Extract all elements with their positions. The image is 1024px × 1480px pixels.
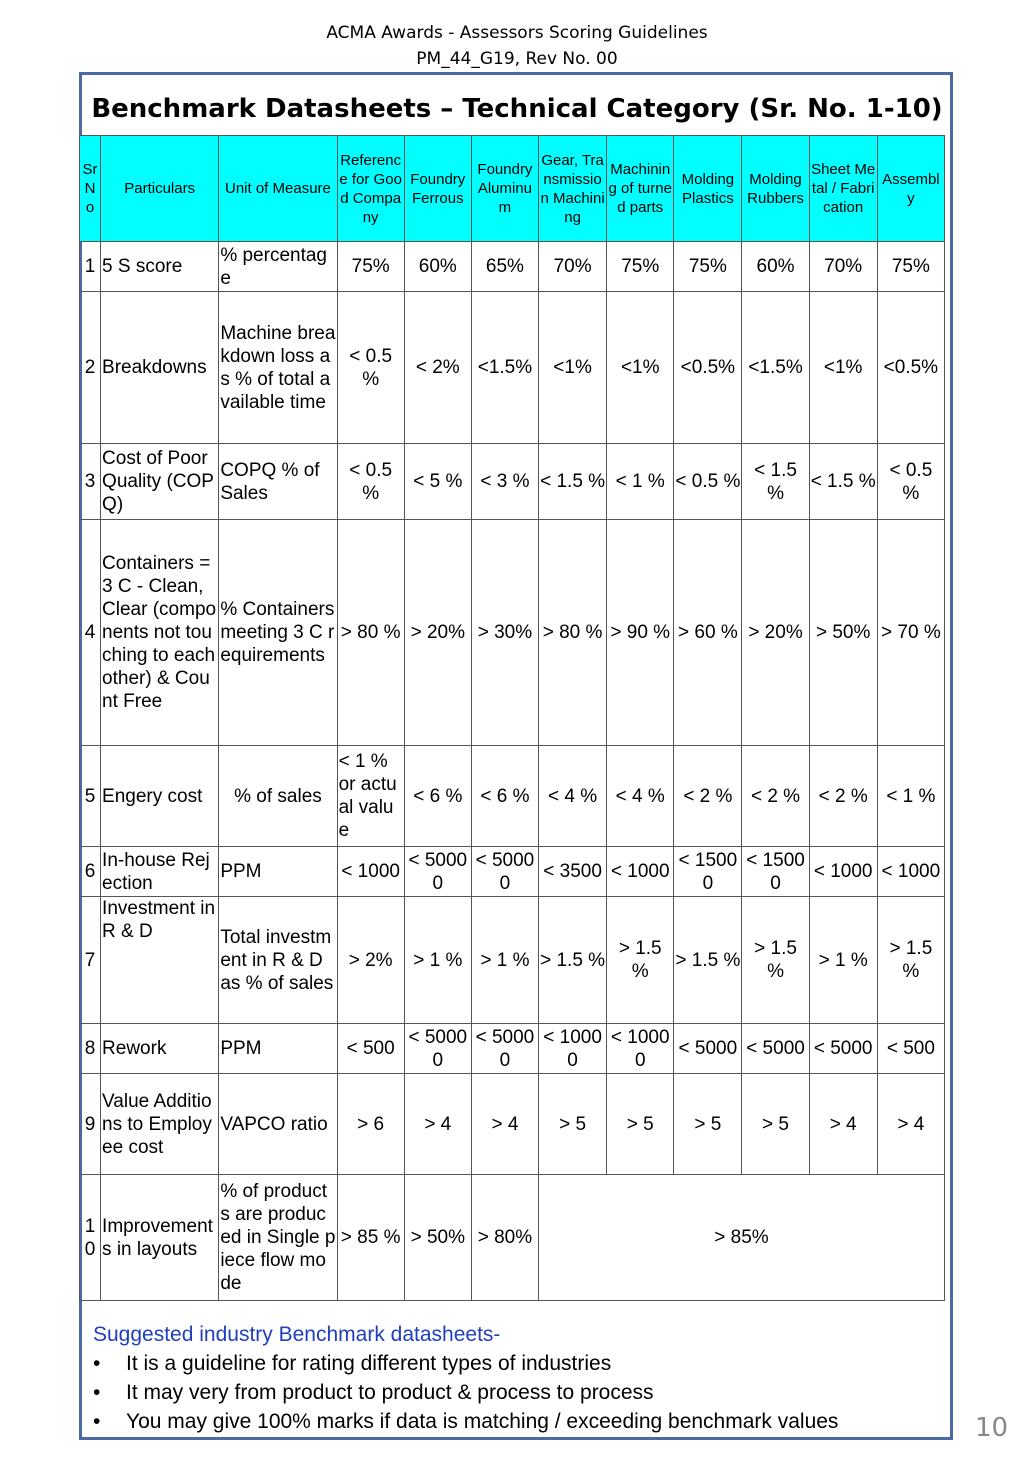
- value-cell: > 1.5 %: [674, 897, 742, 1024]
- value-cell: > 1.5 %: [877, 897, 944, 1024]
- value-cell: 75%: [674, 242, 742, 292]
- value-cell: > 1.5 %: [742, 897, 809, 1024]
- value-cell: <1%: [809, 292, 877, 444]
- list-item: [93, 1349, 933, 1378]
- column-header: Sheet Metal / Fabrication: [809, 136, 877, 242]
- value-cell: < 0.5 %: [337, 444, 404, 520]
- notes-list: [93, 1349, 933, 1436]
- table-row: [80, 1024, 945, 1074]
- value-cell: > 1 %: [809, 897, 877, 1024]
- particulars-cell: Containers = 3 C - Clean, Clear (components not touching to each other) & Count Free: [101, 520, 219, 746]
- unit-cell: % percentage: [219, 242, 337, 292]
- value-cell: 75%: [337, 242, 404, 292]
- page-number: 10: [975, 1413, 1009, 1443]
- particulars-cell: Rework: [101, 1024, 219, 1074]
- sr-no-cell: 2: [80, 292, 101, 444]
- header-line-2: PM_44_G19, Rev No. 00: [416, 49, 618, 69]
- value-cell: < 1000: [877, 847, 944, 897]
- value-cell: < 50000: [471, 847, 538, 897]
- sr-no-cell: 4: [80, 520, 101, 746]
- value-cell: > 5: [674, 1074, 742, 1175]
- table-row: [80, 1175, 945, 1301]
- value-cell: <1%: [539, 292, 607, 444]
- value-cell: > 60 %: [674, 520, 742, 746]
- value-cell: 60%: [404, 242, 471, 292]
- column-header: Reference for Good Company: [337, 136, 404, 242]
- value-cell: > 80 %: [337, 520, 404, 746]
- value-cell: > 6: [337, 1074, 404, 1175]
- value-cell: > 30%: [471, 520, 538, 746]
- value-cell: < 1.5 %: [742, 444, 809, 520]
- value-cell: <0.5%: [674, 292, 742, 444]
- column-header: Machining of turned parts: [607, 136, 674, 242]
- value-cell: > 90 %: [607, 520, 674, 746]
- column-header: Particulars: [101, 136, 219, 242]
- unit-cell: Machine breakdown loss as % of total available time: [219, 292, 337, 444]
- value-cell: <1.5%: [471, 292, 538, 444]
- notes-section: [93, 1320, 933, 1436]
- value-cell: > 4: [404, 1074, 471, 1175]
- sr-no-cell: 1: [80, 242, 101, 292]
- column-header: Foundry Ferrous: [404, 136, 471, 242]
- value-cell: < 6 %: [404, 746, 471, 847]
- value-cell: < 4 %: [539, 746, 607, 847]
- value-cell: < 15000: [742, 847, 809, 897]
- unit-cell: Total investment in R & D as % of sales: [219, 897, 337, 1024]
- unit-cell: % of products are produced in Single piece flow mode: [219, 1175, 337, 1301]
- value-cell: < 1.5 %: [539, 444, 607, 520]
- unit-cell: % Containers meeting 3 C requirements: [219, 520, 337, 746]
- value-cell: < 1 %: [607, 444, 674, 520]
- value-cell: < 1000: [809, 847, 877, 897]
- value-cell: > 2%: [337, 897, 404, 1024]
- value-cell: < 5 %: [404, 444, 471, 520]
- unit-cell: PPM: [219, 847, 337, 897]
- sr-no-cell: 5: [80, 746, 101, 847]
- value-cell: < 2 %: [674, 746, 742, 847]
- value-cell: > 80%: [471, 1175, 538, 1301]
- value-cell: > 85 %: [337, 1175, 404, 1301]
- value-cell: < 5000: [809, 1024, 877, 1074]
- particulars-cell: Investment in R & D: [101, 897, 219, 1024]
- sr-no-cell: 10: [80, 1175, 101, 1301]
- value-cell: > 5: [607, 1074, 674, 1175]
- value-cell: > 1.5 %: [607, 897, 674, 1024]
- column-header: Sr No: [80, 136, 101, 242]
- value-cell: < 5000: [674, 1024, 742, 1074]
- value-cell: < 1 %: [877, 746, 944, 847]
- table-row: [80, 520, 945, 746]
- sr-no-cell: 8: [80, 1024, 101, 1074]
- value-cell: < 1000: [607, 847, 674, 897]
- table-header-row: [80, 136, 945, 242]
- note-text: It is a guideline for rating different types of industries: [126, 1352, 612, 1375]
- unit-cell: % of sales: [219, 746, 337, 847]
- value-cell: > 4: [471, 1074, 538, 1175]
- value-cell: 65%: [471, 242, 538, 292]
- value-cell: 70%: [539, 242, 607, 292]
- note-text: You may give 100% marks if data is matching / exceeding benchmark values: [126, 1410, 839, 1433]
- value-cell: < 1000: [337, 847, 404, 897]
- column-header: Foundry Aluminum: [471, 136, 538, 242]
- list-item: [93, 1378, 933, 1407]
- unit-cell: COPQ % of Sales: [219, 444, 337, 520]
- sr-no-cell: 9: [80, 1074, 101, 1175]
- value-cell: > 20%: [742, 520, 809, 746]
- particulars-cell: Breakdowns: [101, 292, 219, 444]
- value-cell: < 500: [337, 1024, 404, 1074]
- value-cell: < 6 %: [471, 746, 538, 847]
- value-cell: < 10000: [607, 1024, 674, 1074]
- header-line-1: ACMA Awards - Assessors Scoring Guidelines: [326, 23, 708, 43]
- unit-cell: VAPCO ratio: [219, 1074, 337, 1175]
- value-cell: > 4: [809, 1074, 877, 1175]
- particulars-cell: In-house Rejection: [101, 847, 219, 897]
- value-cell: < 50000: [404, 1024, 471, 1074]
- table-row: [80, 897, 945, 1024]
- value-cell: > 70 %: [877, 520, 944, 746]
- bullet-icon: •: [93, 1410, 101, 1433]
- notes-heading: Suggested industry Benchmark datasheets-: [93, 1323, 501, 1346]
- column-header: Molding Rubbers: [742, 136, 809, 242]
- note-text: It may very from product to product & process to process: [126, 1381, 654, 1404]
- list-item: [93, 1407, 933, 1436]
- merged-value-cell: > 85%: [539, 1175, 945, 1301]
- value-cell: > 50%: [809, 520, 877, 746]
- table-row: [80, 444, 945, 520]
- value-cell: < 5000: [742, 1024, 809, 1074]
- column-header: Molding Plastics: [674, 136, 742, 242]
- value-cell: 75%: [877, 242, 944, 292]
- document-header: [0, 20, 1024, 72]
- value-cell: > 1.5 %: [539, 897, 607, 1024]
- sr-no-cell: 3: [80, 444, 101, 520]
- sr-no-cell: 7: [80, 897, 101, 1024]
- column-header: Unit of Measure: [219, 136, 337, 242]
- value-cell: < 2 %: [809, 746, 877, 847]
- unit-cell: PPM: [219, 1024, 337, 1074]
- particulars-cell: Value Additions to Employee cost: [101, 1074, 219, 1175]
- value-cell: 70%: [809, 242, 877, 292]
- value-cell: 60%: [742, 242, 809, 292]
- bullet-icon: •: [93, 1381, 101, 1404]
- value-cell: < 1 % or actual value: [337, 746, 404, 847]
- value-cell: <1%: [607, 292, 674, 444]
- table-row: [80, 746, 945, 847]
- value-cell: <1.5%: [742, 292, 809, 444]
- table-row: [80, 292, 945, 444]
- value-cell: < 3500: [539, 847, 607, 897]
- value-cell: < 2%: [404, 292, 471, 444]
- value-cell: < 0.5 %: [877, 444, 944, 520]
- table-row: [80, 847, 945, 897]
- value-cell: < 1.5 %: [809, 444, 877, 520]
- page-title: Benchmark Datasheets – Technical Category (Sr. No. 1-10): [91, 94, 943, 124]
- column-header: Gear, Transmission Machining: [539, 136, 607, 242]
- value-cell: > 1 %: [471, 897, 538, 1024]
- particulars-cell: Cost of Poor Quality (COPQ): [101, 444, 219, 520]
- value-cell: > 50%: [404, 1175, 471, 1301]
- value-cell: > 5: [539, 1074, 607, 1175]
- sr-no-cell: 6: [80, 847, 101, 897]
- value-cell: > 1 %: [404, 897, 471, 1024]
- column-header: Assembly: [877, 136, 944, 242]
- particulars-cell: Engery cost: [101, 746, 219, 847]
- particulars-cell: Improvements in layouts: [101, 1175, 219, 1301]
- value-cell: < 0.5 %: [674, 444, 742, 520]
- bullet-icon: •: [93, 1352, 101, 1375]
- value-cell: < 10000: [539, 1024, 607, 1074]
- benchmark-table: [79, 135, 945, 1301]
- value-cell: < 15000: [674, 847, 742, 897]
- value-cell: < 4 %: [607, 746, 674, 847]
- value-cell: < 50000: [471, 1024, 538, 1074]
- value-cell: 75%: [607, 242, 674, 292]
- value-cell: < 3 %: [471, 444, 538, 520]
- value-cell: > 5: [742, 1074, 809, 1175]
- value-cell: < 2 %: [742, 746, 809, 847]
- value-cell: < 500: [877, 1024, 944, 1074]
- value-cell: > 4: [877, 1074, 944, 1175]
- value-cell: < 50000: [404, 847, 471, 897]
- value-cell: > 20%: [404, 520, 471, 746]
- particulars-cell: 5 S score: [101, 242, 219, 292]
- value-cell: <0.5%: [877, 292, 944, 444]
- table-row: [80, 1074, 945, 1175]
- table-row: [80, 242, 945, 292]
- value-cell: < 0.5 %: [337, 292, 404, 444]
- value-cell: > 80 %: [539, 520, 607, 746]
